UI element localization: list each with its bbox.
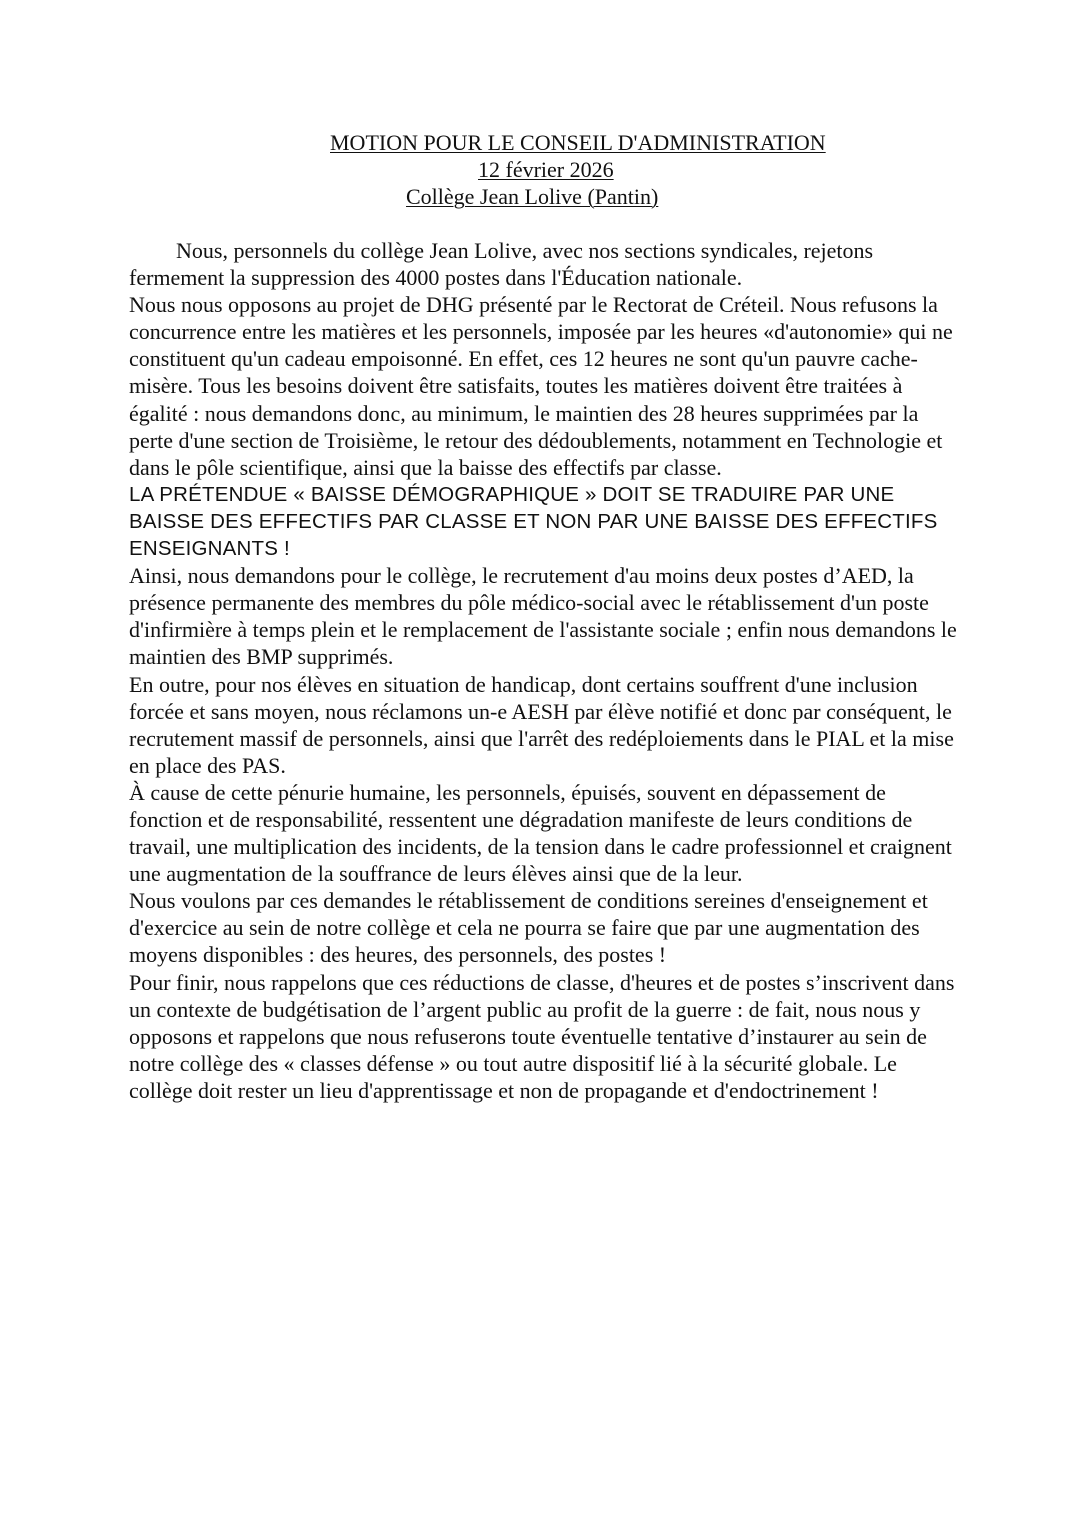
paragraph-intro: Nous, personnels du collège Jean Lolive, avec nos sections syndicales, rejetons fermement la suppression des 4000 postes dans l'Éducation nationale. [129,238,874,291]
paragraph-aesh: En outre, pour nos élèves en situation de handicap, dont certains souffrent d'une inclusion forcée et sans moyen, nous réclamons un-e AESH par élève notifié et donc par conséquent, le recrutement massif de personnels, ainsi que l'arrêt des redéploiements dans le PIAL et la mise en place des PAS. [129,671,954,778]
paragraph-dhg: Nous nous opposons au projet de DHG présenté par le Rectorat de Créteil. Nous refusons la concurrence entre les matières et les personnels, imposée par les heures «d'autonomie» qui ne constituent qu'un cadeau empoisonné. En effet, ces 12 heures ne sont qu'un pauvre cache-misère. Tous les besoins doivent être satisfaits, toutes les matières doivent être traitées à égalité : nous demandons donc, au minimum, le maintien des 28 heures supprimées par la perte d'une section de Troisième, le retour des dédoublements, notamment en Technologie et dans le pôle scientifique, ainsi que la baisse des effectifs par classe. [129,292,953,480]
paragraph-conditions: Nous voulons par ces demandes le rétablissement de conditions sereines d'enseignement et d'exercice au sein de notre collège et cela ne pourra se faire que par une augmentation des moyens disponibles : des heures, des personnels, des postes ! [129,888,928,968]
document-title: MOTION POUR LE CONSEIL D'ADMINISTRATION [330,130,826,155]
paragraph-conclusion: Pour finir, nous rappelons que ces réductions de classe, d'heures et de postes s’inscrivent dans un contexte de budgétisation de l’argent public au profit de la guerre : de fait, nous nous y opposons et rappelons que nous refuserons toute éventuelle tentative d’instaurer au sein de notre collège des « classes défense » ou tout autre dispositif lié à la sécurité globale. Le collège doit rester un lieu d'apprentissage et non de propagande et d'endoctrinement ! [129,969,955,1103]
paragraph-demographie: LA PRÉTENDUE « BAISSE DÉMOGRAPHIQUE » DOIT SE TRADUIRE PAR UNE BAISSE DES EFFECTIFS PAR CLASSE ET NON PAR UNE BAISSE DES EFFECTIFS ENSEIGNANTS ! [129,482,938,561]
document-header [0,129,1080,210]
paragraph-penurie: À cause de cette pénurie humaine, les personnels, épuisés, souvent en dépassement de fonction et de responsabilité, ressentent une dégradation manifeste de leurs conditions de travail, une multiplication des incidents, de la tension dans le cadre professionnel et craignent une augmentation de la souffrance de leurs élèves ainsi que de la leur. [129,779,952,887]
school-name: Collège Jean Lolive (Pantin) [406,184,659,209]
paragraph-aed: Ainsi, nous demandons pour le collège, le recrutement d'au moins deux postes d’AED, la présence permanente des membres du pôle médico-social avec le rétablissement d'un poste d'infirmière à temps plein et le remplacement de l'assistante sociale ; enfin nous demandons le maintien des BMP supprimés. [129,563,957,670]
document-date: 12 février 2026 [478,157,614,182]
motion-body [129,237,961,1104]
